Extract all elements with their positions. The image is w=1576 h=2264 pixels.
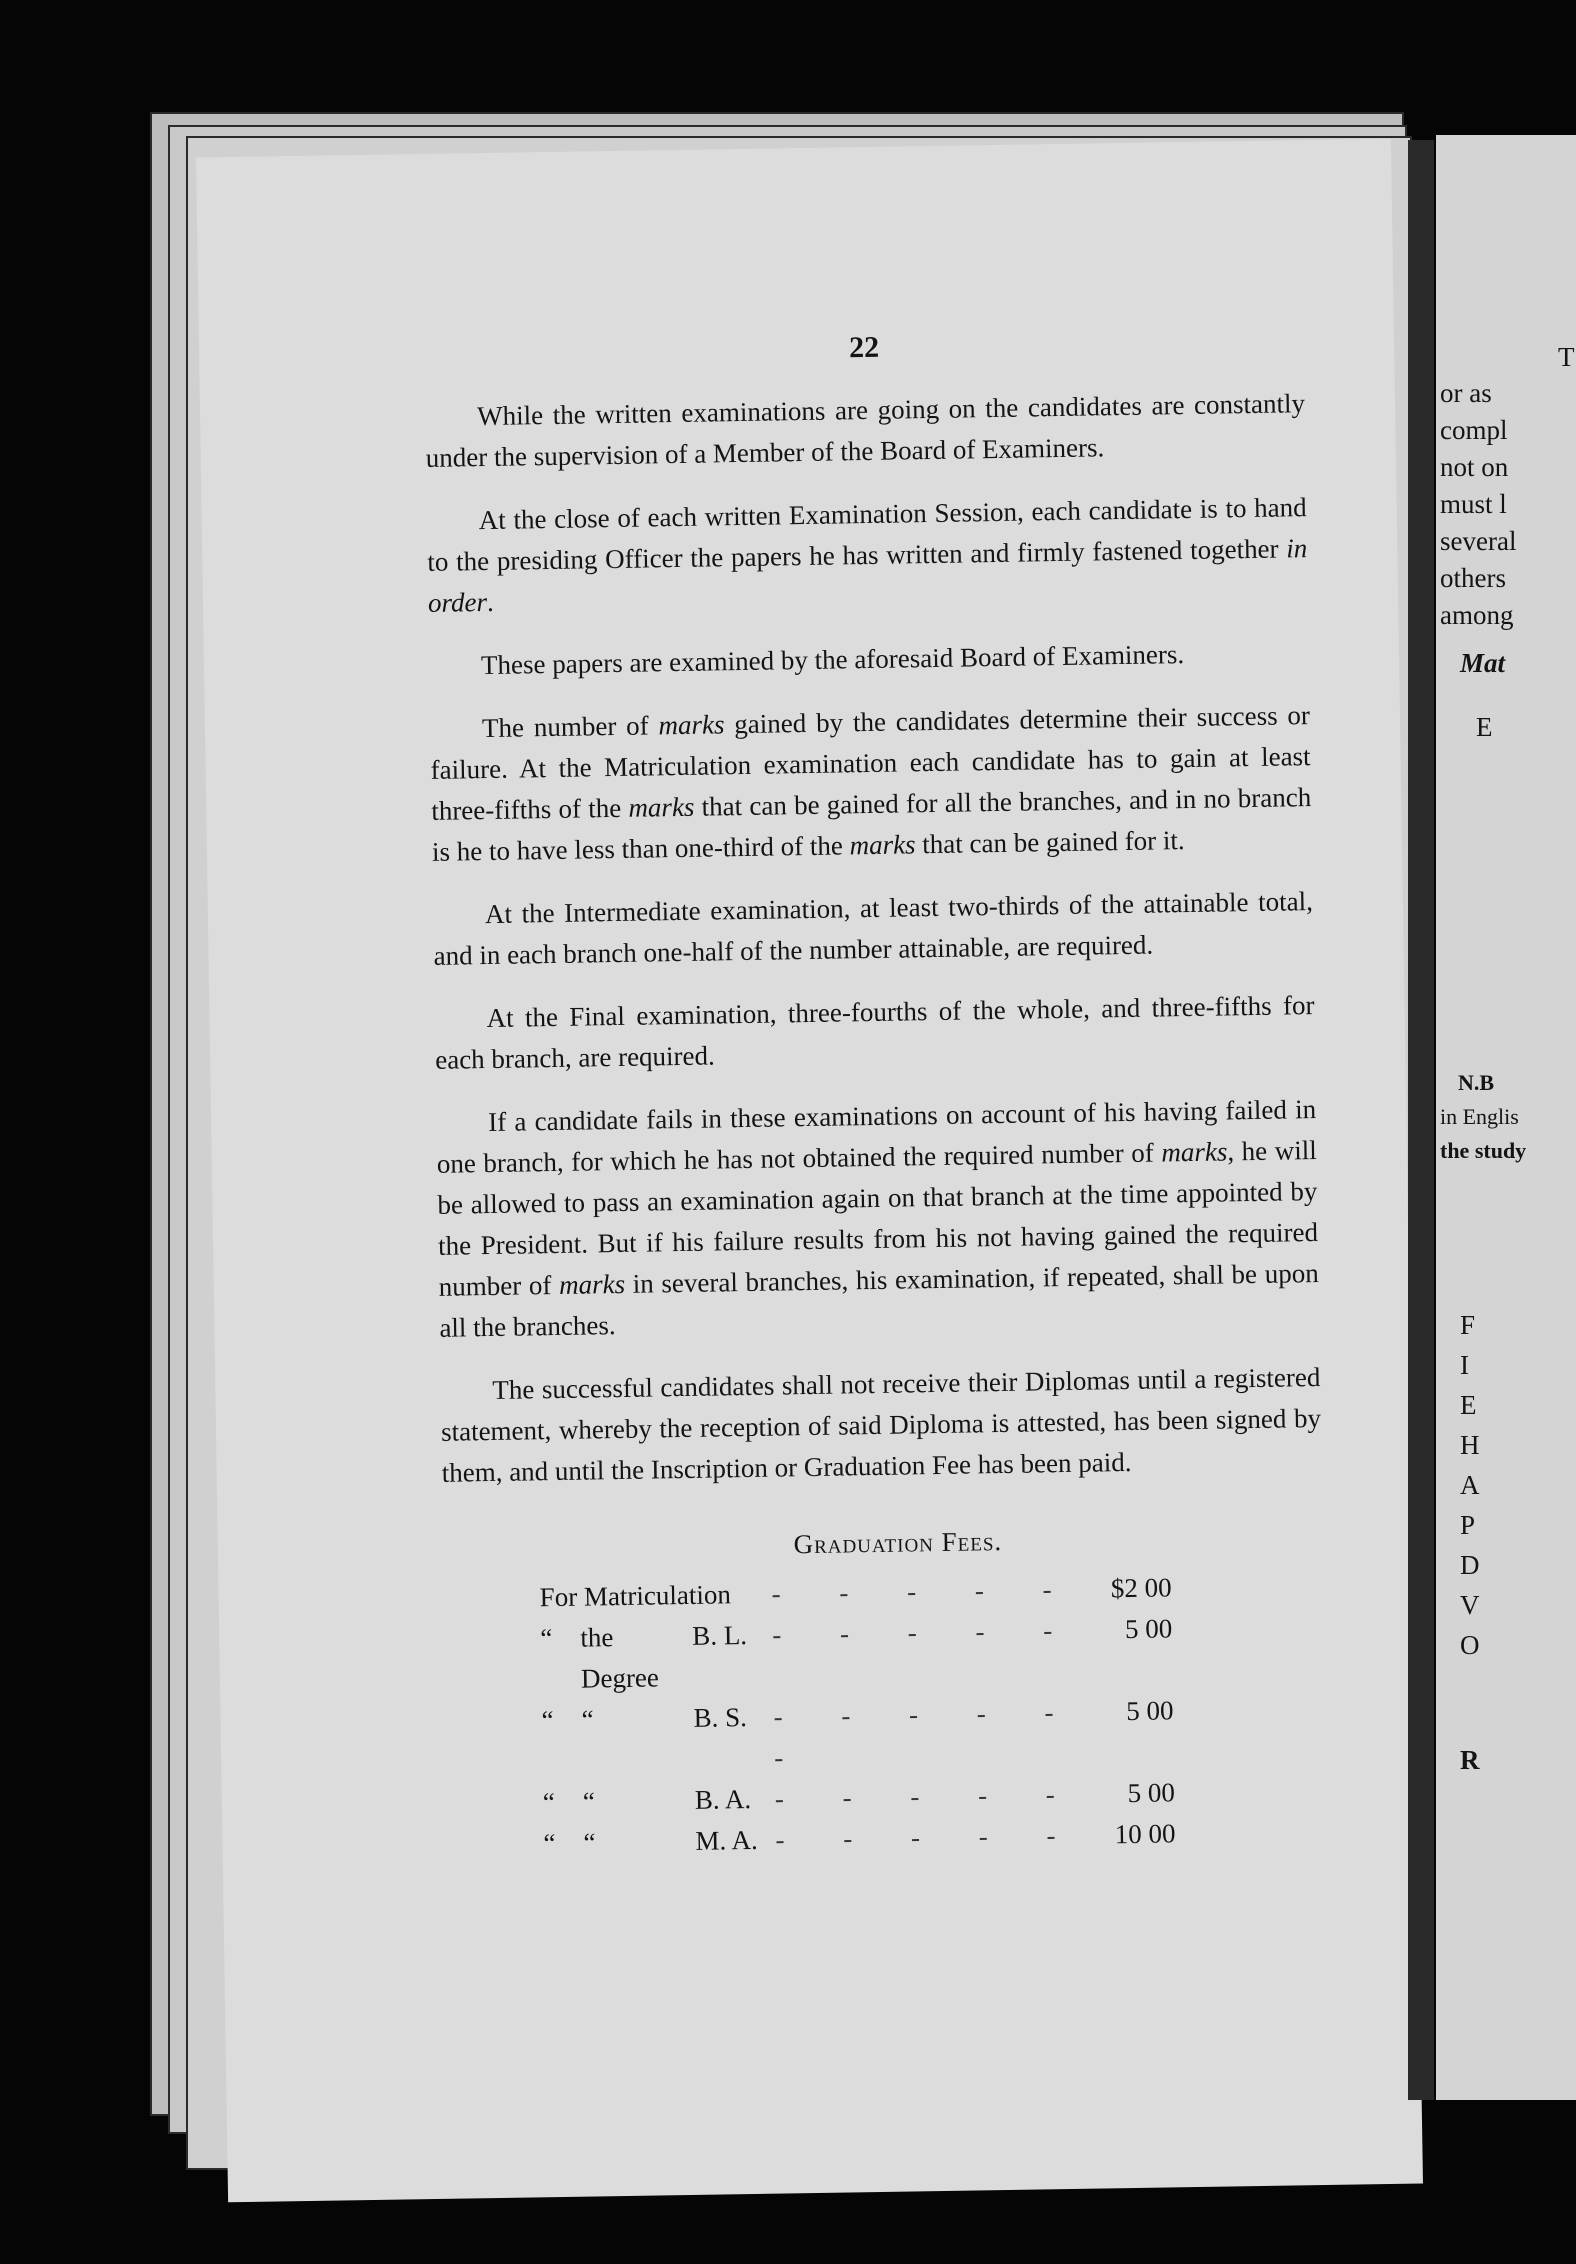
fee-amount: 5 00 xyxy=(1127,1777,1176,1809)
right-page-text-fragment: V xyxy=(1460,1590,1480,1620)
italic-term: marks xyxy=(1161,1136,1228,1168)
right-page-text-fragment: H xyxy=(1460,1430,1480,1460)
page-text xyxy=(424,320,1328,1866)
paragraph-text: that can be gained for all the branches, and in no branch is he to have less than one-third of the xyxy=(431,782,1312,867)
paragraph-text: If a candidate fails in these examinations on account of his having failed in one branch, for which he has not obtained the required number of xyxy=(436,1094,1317,1179)
right-page-text-fragment: O xyxy=(1460,1630,1480,1660)
fee-item-degree: “ xyxy=(583,1827,596,1858)
fee-row xyxy=(543,1813,1176,1864)
page-number: 22 xyxy=(848,330,880,365)
paragraph-text: At the Intermediate examination, at least two-thirds of the attainable total, and in each branch one-half of the number attainable, are required. xyxy=(433,886,1314,971)
right-page-text-fragment: among xyxy=(1440,600,1514,630)
right-page-text-fragment: R xyxy=(1460,1745,1480,1775)
italic-term: marks xyxy=(558,1268,626,1300)
paragraphs xyxy=(425,383,1322,1494)
fee-item: For Matriculation xyxy=(539,1579,732,1613)
right-page-text-fragment: others xyxy=(1440,563,1506,593)
paragraph xyxy=(436,1089,1320,1349)
right-page-text-fragment: E xyxy=(1460,1390,1477,1420)
left-page xyxy=(196,139,1423,2203)
italic-term: marks xyxy=(658,709,725,741)
paragraph-text: While the written examinations are going on the candidates are constantly under the supervision of a Member of the Board of Examiners. xyxy=(425,388,1306,473)
italic-term: marks xyxy=(628,791,695,823)
right-page-text-fragment: compl xyxy=(1440,415,1508,445)
paragraph-text: gained by the candidates determine their success or failure. At the Matriculation examination each candidate has to gain at least three-fifths of the xyxy=(430,700,1311,826)
paragraph-text: These papers are examined by the aforesaid Board of Examiners. xyxy=(480,639,1185,681)
right-page-text-fragment: must l xyxy=(1440,489,1507,519)
right-page-text-fragment: I xyxy=(1460,1350,1469,1380)
italic-term: in order xyxy=(427,533,1308,618)
paragraph-text: that can be gained for it. xyxy=(915,825,1185,860)
paragraph-text: At the close of each written Examination Session, each candidate is to hand to the presiding Officer the papers he has written and firmly fastened together xyxy=(427,492,1307,577)
paragraph-text: . xyxy=(486,586,495,617)
paragraph xyxy=(434,985,1315,1081)
paragraph xyxy=(426,487,1308,624)
right-page-text-fragment: E xyxy=(1476,712,1493,742)
fee-row xyxy=(541,1690,1174,1782)
fee-item-label: B. S. xyxy=(693,1702,748,1733)
fee-amount: $2 00 xyxy=(1110,1572,1172,1604)
fee-leader: - - - - - xyxy=(774,1778,1082,1814)
fee-item: “ xyxy=(542,1787,556,1818)
paragraph xyxy=(425,383,1306,479)
graduation-fees-table xyxy=(539,1567,1175,1864)
fee-item-label: B. L. xyxy=(692,1620,748,1651)
right-page-text-fragment: not on xyxy=(1440,452,1509,482)
right-page-text-fragment: D xyxy=(1460,1550,1480,1580)
fee-amount: 5 00 xyxy=(1124,1613,1173,1645)
italic-term: marks xyxy=(849,829,916,861)
right-page-text-fragment: F xyxy=(1460,1310,1476,1340)
right-page-text-fragment: Mat xyxy=(1460,648,1506,678)
book-gutter xyxy=(1408,140,1434,2100)
right-page-text-fragment: several xyxy=(1440,526,1517,556)
fee-item-degree: the Degree xyxy=(580,1622,660,1694)
fee-leader: - - - - - xyxy=(775,1819,1082,1855)
fee-item-label: B. A. xyxy=(694,1783,752,1815)
paragraph-text: in several branches, his examination, if repeated, shall be upon all the branches. xyxy=(439,1258,1319,1343)
paragraph xyxy=(429,632,1310,687)
fee-item-degree: “ xyxy=(582,1786,596,1817)
fee-item: “ xyxy=(541,1705,554,1736)
right-page-text-fragment: T xyxy=(1558,342,1575,372)
right-page-text-fragment: the study xyxy=(1440,1138,1527,1163)
fee-item: “ xyxy=(540,1623,553,1654)
paragraph-text: The number of xyxy=(481,710,659,744)
right-page-text-fragment: in Englis xyxy=(1440,1104,1519,1129)
right-page-fragment xyxy=(1436,135,1576,2100)
fee-item: “ xyxy=(543,1828,556,1859)
paragraph-text: At the Final examination, three-fourths of the whole, and three-fifths for each branch, are required. xyxy=(434,990,1315,1075)
right-page-text-fragment: or as xyxy=(1440,378,1492,408)
paragraph xyxy=(440,1357,1322,1494)
right-page-text-fragment: P xyxy=(1460,1510,1476,1540)
graduation-fees-title: Graduation Fees. xyxy=(793,1526,1003,1560)
paragraph xyxy=(430,695,1312,873)
paragraph-text: The successful candidates shall not receive their Diplomas until a registered statement, whereby the reception of said Diploma is attested, has been signed by them, and until the Inscription or Graduation Fee has been paid. xyxy=(440,1362,1322,1488)
fee-item-label: M. A. xyxy=(695,1824,759,1856)
fee-leader: - - - - - - xyxy=(773,1696,1080,1773)
fee-leader: - - - - - xyxy=(771,1573,1078,1609)
fee-amount: 10 00 xyxy=(1114,1818,1176,1850)
paragraph-text: , he will be allowed to pass an examination again on that branch at the time appointed by the President. But if his failure results from his not having gained the required number of xyxy=(437,1135,1319,1302)
fee-row xyxy=(540,1608,1173,1700)
fee-amount: 5 00 xyxy=(1126,1695,1174,1727)
fee-leader: - - - - - xyxy=(772,1614,1079,1650)
fee-item-degree: “ xyxy=(581,1704,594,1735)
right-page-text-fragment: N.B xyxy=(1458,1070,1495,1095)
right-page-text-fragment: A xyxy=(1460,1470,1480,1500)
paragraph xyxy=(433,881,1314,977)
